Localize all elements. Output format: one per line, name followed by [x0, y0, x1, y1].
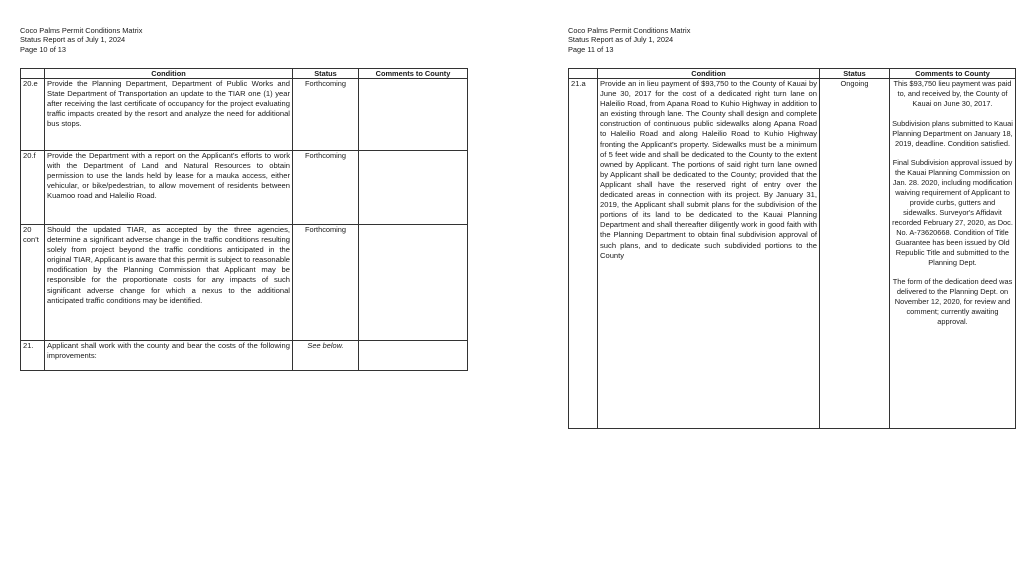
condition-column-header: Condition [598, 69, 820, 79]
status-column-header: Status [293, 69, 359, 79]
condition-text: Provide the Planning Department, Department of Public Works and State Department of Transportation an update to the TIAR one (1) year after receiving the last certificate of occupancy for the project evaluating traffic impacts created by the resort and analyze the need for additional bus stops. [45, 79, 293, 151]
status-cell: Ongoing [820, 79, 890, 429]
status-column-header: Status [820, 69, 890, 79]
condition-column-header: Condition [45, 69, 293, 79]
comments-cell [359, 225, 468, 341]
condition-text: Provide an in lieu payment of $93,750 to the County of Kauai by June 30, 2017 for the cost of a dedicated right turn lane on Haleilio Road, from Apana Road to Kuhio Highway in addition to an existing through lane. The County shall design and complete construction of continuous public sidewalks along Apana Road to Haleilio Road and along Haleilio Road to Kuhio Highway fronting the Applicant's property. Sidewalks must be a minimum of 5 feet wide and shall be dedicated to the County to the extent owned by Applicant. The portions of said right turn lane owned by Applicant shall be dedicated to the County; provided that the Applicant shall have the reserved right of entry over the dedicated areas in connection with its project. By January 31, 2019, the Applicant shall submit plans for the subdivision of the portions of its land to be dedicated to the Kauai Planning Department and shall thereafter diligently work in good faith with the Planning Department to obtain final subdivision approval of such plans, and to dedicate such subdivided portions to the County [598, 79, 820, 429]
comment-paragraph: The form of the dedication deed was delivered to the Planning Dept. on November 12, 2020, for review and comment; currently awaiting approval. [892, 277, 1013, 327]
page-number: Page 11 of 13 [568, 44, 614, 54]
page-header [20, 26, 142, 54]
status-date: Status Report as of July 1, 2024 [20, 35, 126, 45]
status-cell: Forthcoming [293, 225, 359, 341]
comment-paragraph: Final Subdivision approval issued by the Kauai Planning Commission on Jan. 28. 2020, including modification waiving requirement of Applicant to provide curbs, gutters and sidewalks. Surveyor's Affidavit recorded February 27, 2020, as Doc. No. A-73620668. Condition of Title Guarantee has been issued by Old Republic Title and submitted to the Planning Dept. [892, 158, 1013, 267]
table-row [21, 225, 468, 341]
page-header [568, 26, 690, 54]
status-date: Status Report as of July 1, 2024 [568, 35, 674, 45]
table-row [21, 151, 468, 225]
condition-number: 20 con't [21, 225, 45, 341]
number-column-header [21, 69, 45, 79]
table-row [569, 79, 1016, 429]
condition-number: 20.f [21, 151, 45, 225]
condition-number: 20.e [21, 79, 45, 151]
status-cell: See below. [293, 341, 359, 371]
comments-column-header: Comments to County [890, 69, 1016, 79]
document-title: Coco Palms Permit Conditions Matrix [20, 26, 143, 35]
table-header-row [21, 69, 468, 79]
table-header-row [569, 69, 1016, 79]
table-row [21, 341, 468, 371]
condition-text: Provide the Department with a report on the Applicant's efforts to work with the Department of Land and Natural Resources to obtain permission to use the lands held by lease for a mauka access, either vehicular, or bike/pedestrian, to allow movement of residents between Kuamoo road and Haleilio Road. [45, 151, 293, 225]
comment-paragraph: Subdivision plans submitted to Kauai Planning Department on January 18, 2019, deadline. Condition satisfied. [892, 118, 1013, 148]
condition-number: 21. [21, 341, 45, 371]
status-cell: Forthcoming [293, 79, 359, 151]
condition-text: Applicant shall work with the county and bear the costs of the following improvements: [45, 341, 293, 371]
condition-text: Should the updated TIAR, as accepted by the three agencies, determine a significant adverse change in the traffic conditions resulting solely from project beyond the traffic conditions anticipated in the original TIAR, Applicant is aware that this permit is subject to reasonable modification by the Planning Commission that Applicant may be responsible for the proportionate costs for any impacts of such significant adverse change for which a nexus to the additional anticipated traffic conditions may be identified. [45, 225, 293, 341]
table-row [21, 79, 468, 151]
document-title: Coco Palms Permit Conditions Matrix [568, 26, 691, 35]
page-number: Page 10 of 13 [20, 44, 67, 54]
comments-cell [359, 79, 468, 151]
comments-cell [890, 79, 1016, 429]
comment-paragraph: This $93,750 lieu payment was paid to, and received by, the County of Kauai on June 30, 2017. [893, 79, 1012, 108]
conditions-table [568, 68, 1016, 429]
status-cell: Forthcoming [293, 151, 359, 225]
condition-number: 21.a [569, 79, 598, 429]
comments-column-header: Comments to County [359, 69, 468, 79]
comments-cell [359, 151, 468, 225]
comments-cell [359, 341, 468, 371]
conditions-table [20, 68, 468, 371]
number-column-header [569, 69, 598, 79]
